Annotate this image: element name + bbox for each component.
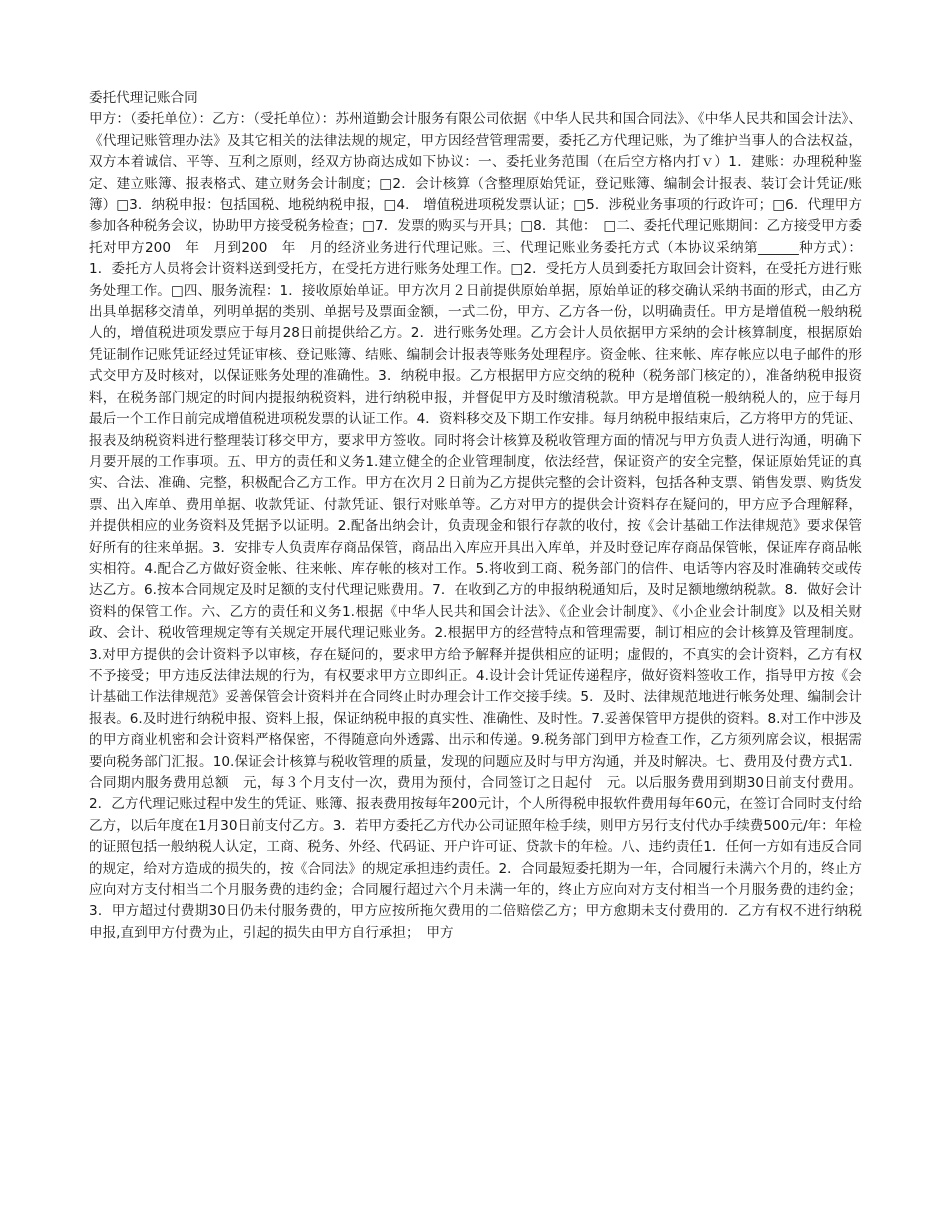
document-page xyxy=(89,88,862,944)
document-body: 甲方：（委托单位）：乙方：（受托单位）：苏州道勤会计服务有限公司依据《中华人民共和国合同法》、《中华人民共和国会计法》、《代理记账管理办法》及其它相关的法律法规的规定，甲方因经营管理需要，委托乙方代理记账，为了维护当事人的合法权益，双方本着诚信、平等、互利之原则，经双方协商达成如下协议：一、委托业务范围（在后空方格内打ｖ）1．建账：办理税种鉴定、建立账簿、报表格式、建立财务会计制度；□2．会计核算（含整理原始凭证，登记账簿、编制会计报表、装订会计凭证/账簿）□3．纳税申报：包括国税、地税纳税申报，□4． 增值税进项税发票认证；□5．涉税业务事项的行政许可；□6．代理甲方参加各种税务会议，协助甲方接受税务检查；□7．发票的购买与开具；□8．其他： □二、委托代理记账期间：乙方接受甲方委托对甲方200 年 月到200 年 月的经济业务进行代理记账。三、代理记账业务委托方式（本协议采纳第______种方式）：1．委托方人员将会计资料送到受托方，在受托方进行账务处理工作。□2．受托方人员到委托方取回会计资料，在受托方进行账务处理工作。□四、服务流程：1．接收原始单证。甲方次月２日前提供原始单据，原始单证的移交确认采纳书面的形式，由乙方出具单据移交清单，列明单据的类别、单据号及票面金额，一式二份，甲方、乙方各一份，以明确责任。甲方是增值税一般纳税人的，增值税进项发票应于每月28日前提供给乙方。2．进行账务处理。乙方会计人员依据甲方采纳的会计核算制度，根据原始凭证制作记账凭证经过凭证审核、登记账簿、结账、编制会计报表等账务处理程序。资金帐、往来帐、库存帐应以电子邮件的形式交甲方及时核对，以保证账务处理的准确性。3．纳税申报。乙方根据甲方应交纳的税种（税务部门核定的），准备纳税申报资料，在税务部门规定的时间内提报纳税资料，进行纳税申报，并督促甲方及时缴清税款。甲方是增值税一般纳税人的，应于每月最后一个工作日前完成增值税进项税发票的认证工作。4．资料移交及下期工作安排。每月纳税申报结束后，乙方将甲方的凭证、报表及纳税资料进行整理装订移交甲方，要求甲方签收。同时将会计核算及税收管理方面的情况与甲方负责人进行沟通，明确下月要开展的工作事项。五、甲方的责任和义务1.建立健全的企业管理制度，依法经营，保证资产的安全完整，保证原始凭证的真实、合法、准确、完整，积极配合乙方工作。甲方在次月２日前为乙方提供完整的会计资料，包括各种支票、销售发票、购货发票、出入库单、费用单据、收款凭证、付款凭证、银行对账单等。乙方对甲方的提供会计资料存在疑问的，甲方应予合理解释，并提供相应的业务资料及凭据予以证明。2.配备出纳会计，负责现金和银行存款的收付，按《会计基础工作法律规范》要求保管好所有的往来单据。3．安排专人负责库存商品保管，商品出入库应开具出入库单，并及时登记库存商品保管帐，保证库存商品帐实相符。4.配合乙方做好资金帐、往来帐、库存帐的核对工作。5.将收到工商、税务部门的信件、电话等内容及时准确转交或传达乙方。6.按本合同规定及时足额的支付代理记账费用。7．在收到乙方的申报纳税通知后，及时足额地缴纳税款。8．做好会计资料的保管工作。六、乙方的责任和义务1.根据《中华人民共和国会计法》、《企业会计制度》、《小企业会计制度》以及相关财政、会计、税收管理规定等有关规定开展代理记账业务。2.根据甲方的经营特点和管理需要，制订相应的会计核算及管理制度。3.对甲方提供的会计资料予以审核，存在疑问的，要求甲方给予解释并提供相应的证明；虚假的，不真实的会计资料，乙方有权不予接受；甲方违反法律法规的行为，有权要求甲方立即纠正。4.设计会计凭证传递程序，做好资料签收工作，指导甲方按《会计基础工作法律规范》妥善保管会计资料并在合同终止时办理会计工作交接手续。5．及时、法律规范地进行帐务处理、编制会计报表。6.及时进行纳税申报、资料上报，保证纳税申报的真实性、准确性、及时性。7.妥善保管甲方提供的资料。8.对工作中涉及的甲方商业机密和会计资料严格保密，不得随意向外透露、出示和传递。9.税务部门到甲方检查工作，乙方须列席会议，根据需要向税务部门汇报。10.保证会计核算与税收管理的质量，发现的问题应及时与甲方沟通，并及时解决。七、费用及付费方式1．合同期内服务费用总额 元，每３个月支付一次，费用为预付，合同签订之日起付 元。以后服务费用到期30日前支付费用。2．乙方代理记账过程中发生的凭证、账簿、报表费用按每年200元计，个人所得税申报软件费用每年60元，在签订合同时支付给乙方，以后年度在1月30日前支付乙方。3．若甲方委托乙方代办公司证照年检手续，则甲方另行支付代办手续费500元/年：年检的证照包括一般纳税人认定，工商、税务、外经、代码证、开户许可证、贷款卡的年检。八、违约责任1．任何一方如有违反合同的规定，给对方造成的损失的，按《合同法》的规定承担违约责任。2．合同最短委托期为一年，合同履行未满六个月的，终止方应向对方支付相当二个月服务费的违约金；合同履行超过六个月未满一年的，终止方应向对方支付相当一个月服务费的违约金；3．甲方超过付费期30日仍未付服务费的，甲方应按所拖欠费用的二倍赔偿乙方；甲方愈期未支付费用的．乙方有权不进行纳税申报,直到甲方付费为止，引起的损失由甲方自行承担； 甲方 xyxy=(89,111,862,941)
document-title: 委托代理记账合同 xyxy=(89,90,198,106)
